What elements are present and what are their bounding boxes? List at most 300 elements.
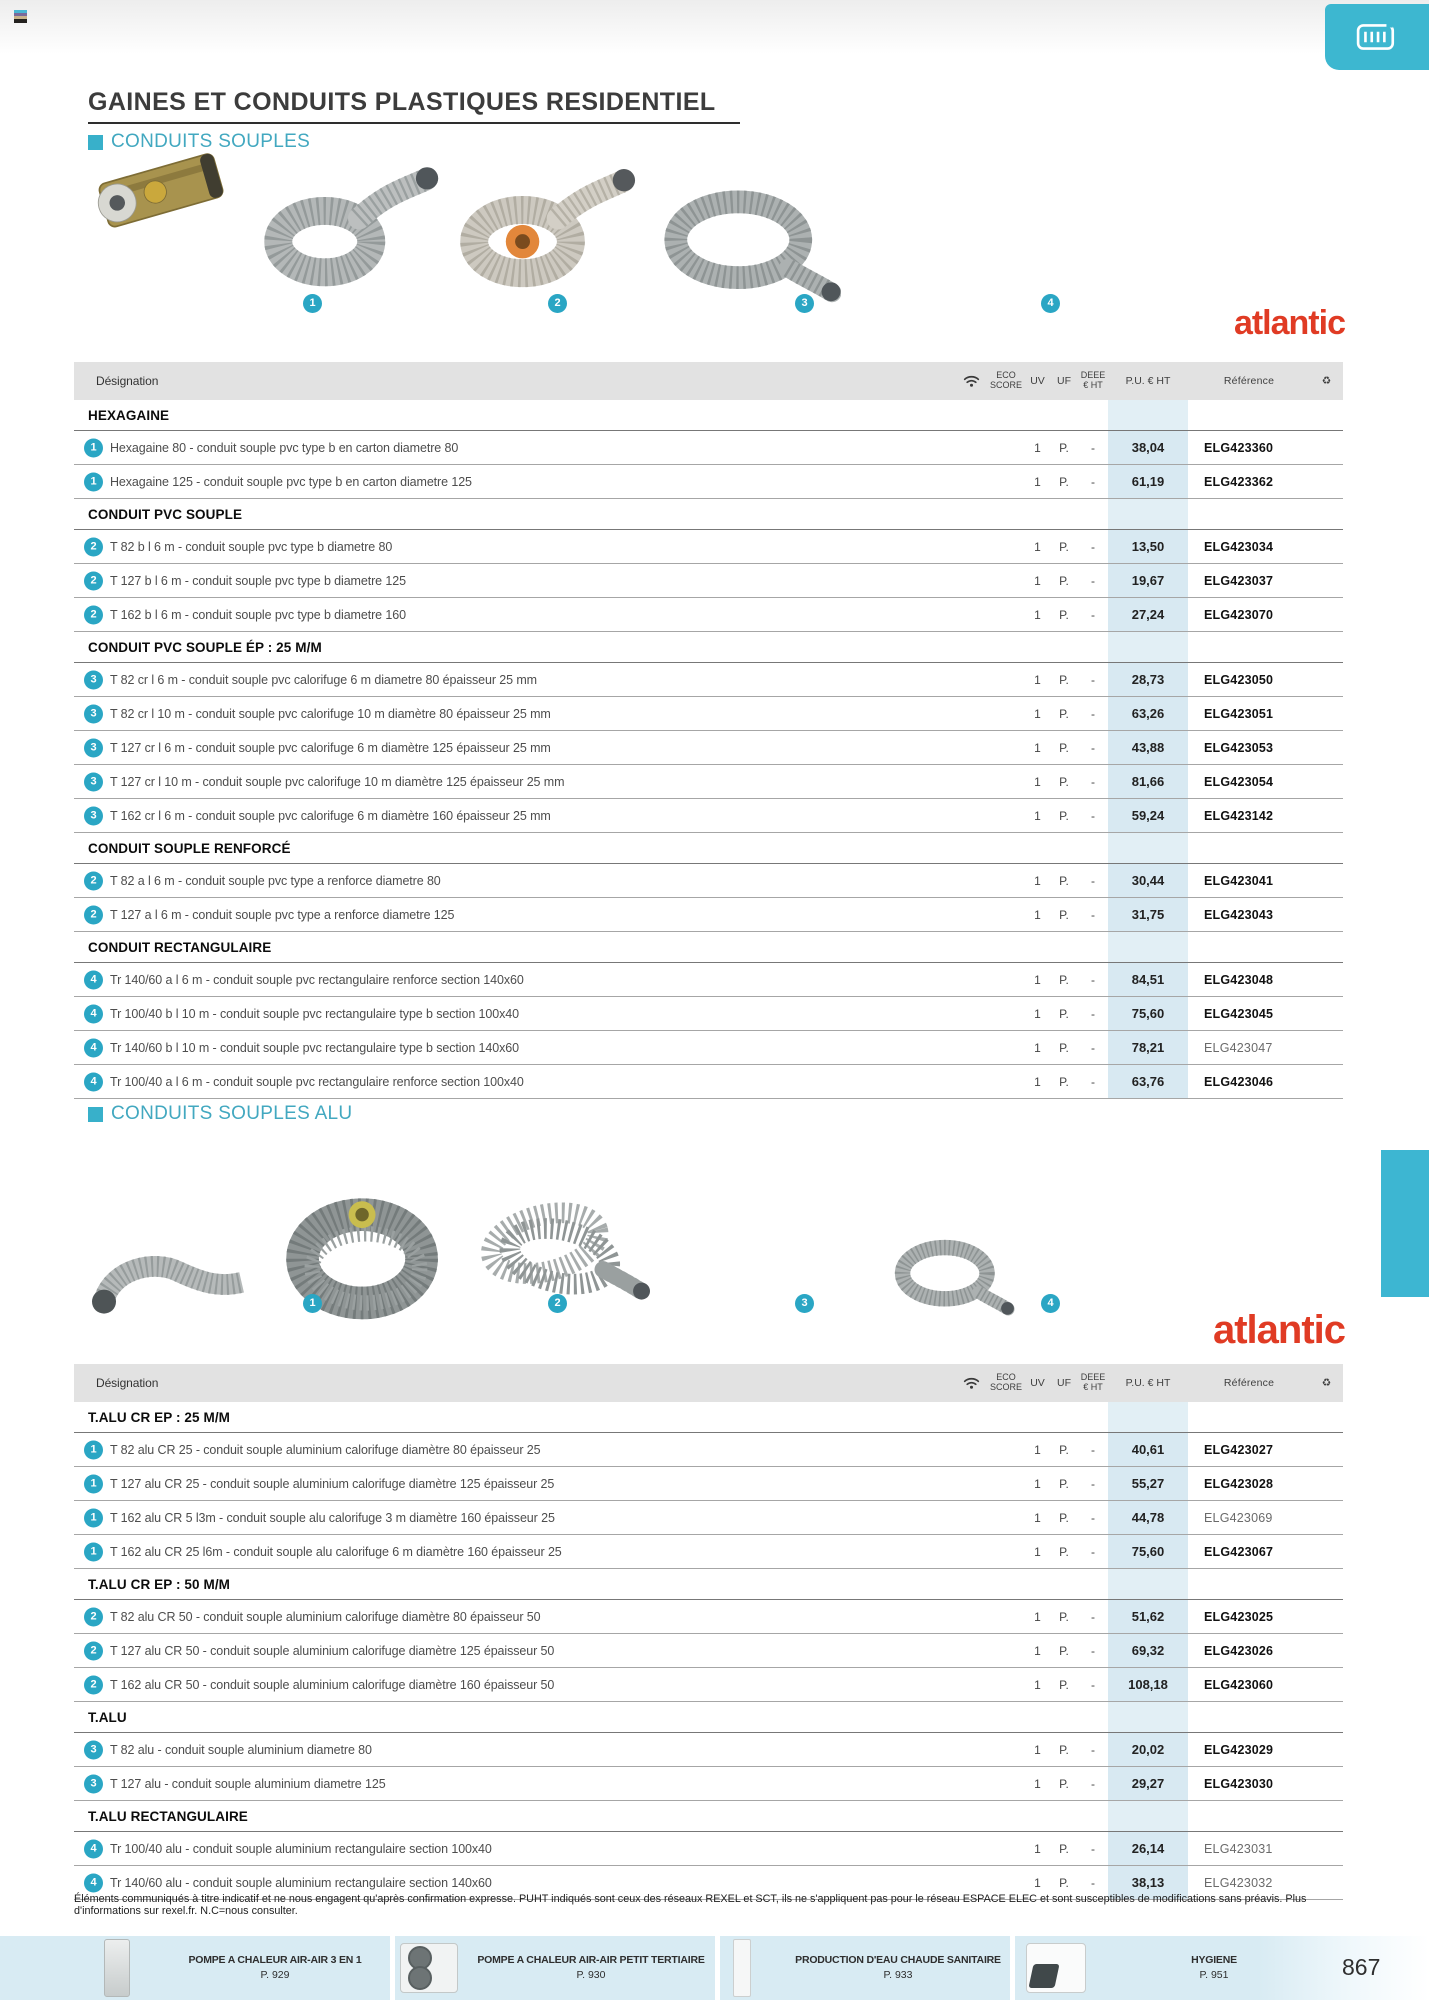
cell-eco [987, 564, 1025, 597]
cell-uv: 1 [1034, 1476, 1041, 1491]
cell-price: 61,19 [1108, 465, 1188, 498]
cell-eco [987, 833, 1025, 863]
cell-wifi [955, 864, 987, 897]
cell-uf [1050, 400, 1078, 430]
product-photo-duct-loop [645, 164, 841, 306]
cell-uf: P. [1059, 1776, 1069, 1791]
cell-rec [1310, 400, 1343, 430]
cell-reference: ELG423060 [1204, 1677, 1274, 1692]
cell-deee: - [1091, 1074, 1095, 1089]
cell-wifi [955, 400, 987, 430]
category-label: HEXAGAINE [88, 407, 170, 423]
image-number-badge: 2 [548, 294, 567, 313]
cell-pu [1108, 932, 1188, 962]
top-gradient-band [0, 0, 1429, 54]
cell-deee [1078, 1569, 1108, 1599]
cell-reference: ELG423050 [1204, 672, 1274, 687]
products-table-2 [74, 1364, 1343, 1900]
cell-price: 29,27 [1108, 1767, 1188, 1800]
cell-ref [1188, 833, 1310, 863]
cell-eco [987, 1702, 1025, 1732]
cell-deee [1078, 932, 1108, 962]
cell-price: 69,32 [1108, 1634, 1188, 1667]
cell-uf: P. [1059, 1742, 1069, 1757]
cell-pu [1108, 1702, 1188, 1732]
cell-price: 59,24 [1108, 799, 1188, 832]
category-label: T.ALU RECTANGULAIRE [88, 1808, 248, 1824]
cell-uv: 1 [1034, 607, 1041, 622]
cell-deee: - [1091, 1643, 1095, 1658]
cell-uv: 1 [1034, 1677, 1041, 1692]
cell-price: 13,50 [1108, 530, 1188, 563]
cell-deee: - [1091, 1544, 1095, 1559]
cell-wifi [955, 1569, 987, 1599]
cell-eco [987, 1501, 1025, 1534]
cell-uf: P. [1059, 972, 1069, 987]
footer-product-image [733, 1939, 751, 1997]
cell-recycle [1310, 898, 1343, 931]
cell-recycle [1310, 799, 1343, 832]
cell-pu [1108, 400, 1188, 430]
item-number-badge: 3 [84, 806, 103, 825]
cell-uf: P. [1059, 440, 1069, 455]
cell-eco [987, 1402, 1025, 1432]
cell-wifi [955, 663, 987, 696]
cell-wifi [955, 932, 987, 962]
category-label: T.ALU CR EP : 25 M/M [88, 1409, 231, 1425]
cell-price: 75,60 [1108, 1535, 1188, 1568]
footer-divider [390, 1936, 395, 2000]
cell-recycle [1310, 1501, 1343, 1534]
cell-ref [1188, 499, 1310, 529]
cell-price: 28,73 [1108, 663, 1188, 696]
cell-rec [1310, 833, 1343, 863]
column-header-eco [987, 1364, 1025, 1402]
cell-deee [1078, 1402, 1108, 1432]
cell-wifi [955, 1832, 987, 1865]
cell-rec [1310, 1702, 1343, 1732]
image-number-badge: 3 [795, 1294, 814, 1313]
cell-deee [1078, 499, 1108, 529]
cell-uf: P. [1059, 1442, 1069, 1457]
cell-deee: - [1091, 774, 1095, 789]
product-designation: 1 T 82 alu CR 25 - conduit souple aluminium calorifuge diamètre 80 épaisseur 25 [74, 1433, 955, 1466]
cell-reference: ELG423032 [1204, 1875, 1273, 1890]
category-label: T.ALU [88, 1709, 127, 1725]
column-header-designation: Désignation [96, 1376, 159, 1390]
cell-eco [987, 632, 1025, 662]
cell-recycle [1310, 1433, 1343, 1466]
column-header-deee [1078, 362, 1108, 400]
table-product-row [74, 530, 1343, 564]
cell-uv [1025, 499, 1050, 529]
column-header-uf: UF [1057, 1377, 1071, 1389]
table-category-row [74, 400, 1343, 431]
cell-uv [1025, 1801, 1050, 1831]
column-header-pu: P.U. € HT [1125, 1377, 1171, 1389]
cell-uv [1025, 400, 1050, 430]
item-number-badge: 4 [84, 970, 103, 989]
cell-eco [987, 765, 1025, 798]
table-product-row [74, 1535, 1343, 1569]
cell-uf: P. [1059, 1643, 1069, 1658]
recycle-icon: ♻ [1321, 1377, 1332, 1389]
product-designation: 1 T 162 alu CR 5 l3m - conduit souple alu calorifuge 3 m diamètre 160 épaisseur 25 [74, 1501, 955, 1534]
cell-ref [1188, 400, 1310, 430]
brand-logo-atlantic: atlantic [1233, 304, 1345, 342]
cell-wifi [955, 1668, 987, 1701]
cell-uv: 1 [1034, 808, 1041, 823]
cell-uv: 1 [1034, 1609, 1041, 1624]
cell-deee: - [1091, 740, 1095, 755]
cell-recycle [1310, 598, 1343, 631]
footer-item[interactable] [104, 1936, 400, 2000]
cell-rec [1310, 499, 1343, 529]
cell-rec [1310, 932, 1343, 962]
item-number-badge: 4 [84, 1839, 103, 1858]
item-number-badge: 3 [84, 670, 103, 689]
product-photo-alu-duct-elbow [72, 1212, 264, 1332]
brand-logo-atlantic: atlantic [1212, 1308, 1345, 1352]
cell-reference: ELG423142 [1204, 808, 1274, 823]
cell-reference: ELG423046 [1204, 1074, 1274, 1089]
cell-uf [1050, 499, 1078, 529]
product-designation: 3 T 127 alu - conduit souple aluminium diametre 125 [74, 1767, 955, 1800]
cell-eco [987, 731, 1025, 764]
cell-wifi [955, 1065, 987, 1098]
footer-divider [1010, 1936, 1015, 2000]
cell-reference: ELG423053 [1204, 740, 1274, 755]
cell-uv: 1 [1034, 573, 1041, 588]
table-product-row [74, 697, 1343, 731]
product-designation: 2 T 127 b l 6 m - conduit souple pvc type b diametre 125 [74, 564, 955, 597]
cell-price: 38,13 [1108, 1866, 1188, 1899]
cell-eco [987, 400, 1025, 430]
item-number-badge: 4 [84, 1873, 103, 1892]
table-category-row [74, 632, 1343, 663]
table-category-row [74, 499, 1343, 530]
cell-recycle [1310, 530, 1343, 563]
cell-wifi [955, 499, 987, 529]
table-category-row [74, 1801, 1343, 1832]
cell-deee: - [1091, 672, 1095, 687]
table-product-row [74, 898, 1343, 932]
cell-uf: P. [1059, 1476, 1069, 1491]
product-photo-alu-duct-big-coil [268, 1178, 460, 1330]
footer-item[interactable] [733, 1936, 1023, 2000]
cell-eco [987, 1433, 1025, 1466]
cell-deee: - [1091, 1776, 1095, 1791]
cell-wifi [955, 598, 987, 631]
product-designation: 3 T 127 cr l 6 m - conduit souple pvc calorifuge 6 m diamètre 125 épaisseur 25 mm [74, 731, 955, 764]
cell-uf [1050, 1569, 1078, 1599]
table-product-row [74, 997, 1343, 1031]
product-designation: 3 T 127 cr l 10 m - conduit souple pvc calorifuge 10 m diamètre 125 épaisseur 25 mm [74, 765, 955, 798]
table-category-row [74, 833, 1343, 864]
image-number-badge: 2 [548, 1294, 567, 1313]
cell-wifi [955, 697, 987, 730]
table-product-row [74, 1501, 1343, 1535]
cell-uf: P. [1059, 1609, 1069, 1624]
cell-deee: - [1091, 1006, 1095, 1021]
footer-item-title: HYGIENE [1191, 1954, 1237, 1967]
cell-recycle [1310, 1600, 1343, 1633]
cell-eco [987, 1600, 1025, 1633]
footer-product-image [104, 1939, 130, 1997]
table-product-row [74, 663, 1343, 697]
cell-eco [987, 963, 1025, 996]
table-header-row [74, 1364, 1343, 1402]
cell-ref [1188, 1702, 1310, 1732]
cell-uf [1050, 632, 1078, 662]
footer-bar [0, 1936, 1429, 2000]
item-number-badge: 3 [84, 1740, 103, 1759]
cell-uv [1025, 632, 1050, 662]
table-product-row [74, 731, 1343, 765]
cell-deee: - [1091, 573, 1095, 588]
cell-wifi [955, 1801, 987, 1831]
product-designation: 2 T 162 alu CR 50 - conduit souple aluminium calorifuge diamètre 160 épaisseur 50 [74, 1668, 955, 1701]
cell-uv: 1 [1034, 1841, 1041, 1856]
column-header-ref: Référence [1223, 1377, 1275, 1389]
table-product-row [74, 465, 1343, 499]
page-number: 867 [1342, 1954, 1381, 1980]
cell-eco [987, 864, 1025, 897]
recycle-icon: ♻ [1321, 375, 1332, 387]
item-number-badge: 2 [84, 537, 103, 556]
cell-eco [987, 1733, 1025, 1766]
table-category-row [74, 932, 1343, 963]
table-product-row [74, 864, 1343, 898]
footer-item-label [773, 1953, 1023, 1982]
product-designation: 2 T 162 b l 6 m - conduit souple pvc type b diametre 160 [74, 598, 955, 631]
cell-uf: P. [1059, 607, 1069, 622]
cell-uv: 1 [1034, 1006, 1041, 1021]
item-number-badge: 2 [84, 1641, 103, 1660]
column-header-deee [1078, 1364, 1108, 1402]
color-stripes-icon [14, 10, 27, 23]
footer-item-page: P. 951 [1199, 1969, 1229, 1981]
cell-uf: P. [1059, 573, 1069, 588]
cell-wifi [955, 465, 987, 498]
cell-reference: ELG423048 [1204, 972, 1274, 987]
cell-wifi [955, 898, 987, 931]
footer-item-page: P. 933 [883, 1969, 913, 1981]
table-product-row [74, 1031, 1343, 1065]
image-number-badge: 4 [1041, 1294, 1060, 1313]
cell-price: 51,62 [1108, 1600, 1188, 1633]
cell-wifi [955, 1702, 987, 1732]
cell-recycle [1310, 1467, 1343, 1500]
cell-pu [1108, 1569, 1188, 1599]
footer-item-page: P. 930 [576, 1969, 606, 1981]
footer-item-label [466, 1953, 716, 1982]
product-designation: 2 T 127 a l 6 m - conduit souple pvc type a renforce diametre 125 [74, 898, 955, 931]
cell-wifi [955, 1501, 987, 1534]
table-product-row [74, 431, 1343, 465]
table-product-row [74, 1433, 1343, 1467]
cell-uf: P. [1059, 808, 1069, 823]
catalog-tab-button[interactable] [1325, 4, 1429, 70]
item-number-badge: 1 [84, 1440, 103, 1459]
cell-uf: P. [1059, 672, 1069, 687]
disclaimer-text: Éléments communiqués à titre indicatif et ne nous engagent qu'après confirmation expresse. PUHT indiqués sont ceux des réseaux REXEL et SCT, ils ne s'appliquent pas pour le réseau ESPACE ELEC et sont susceptibles de modifications sans préavis. Plus d'informations sur rexel.fr. N.C=nous consulter. [74, 1893, 1307, 1917]
cell-recycle [1310, 465, 1343, 498]
cell-uv [1025, 932, 1050, 962]
cell-eco [987, 1467, 1025, 1500]
cell-wifi [955, 765, 987, 798]
cell-reference: ELG423029 [1204, 1742, 1274, 1757]
cell-uf: P. [1059, 1544, 1069, 1559]
column-header-label: DEEE € HT [1080, 1372, 1106, 1392]
cell-reference: ELG423067 [1204, 1544, 1274, 1559]
wifi-icon [963, 374, 980, 388]
product-designation: 2 T 82 alu CR 50 - conduit souple aluminium calorifuge diamètre 80 épaisseur 50 [74, 1600, 955, 1633]
cell-uv: 1 [1034, 539, 1041, 554]
page-edge-tab [1381, 1150, 1429, 1297]
cell-price: 63,76 [1108, 1065, 1188, 1098]
cell-wifi [955, 431, 987, 464]
cell-price: 38,04 [1108, 431, 1188, 464]
cell-wifi [955, 1433, 987, 1466]
cell-reference: ELG423031 [1204, 1841, 1273, 1856]
cell-reference: ELG423360 [1204, 440, 1274, 455]
cell-price: 40,61 [1108, 1433, 1188, 1466]
table-product-row [74, 564, 1343, 598]
cell-recycle [1310, 1668, 1343, 1701]
cell-ref [1188, 1801, 1310, 1831]
product-designation: 3 T 162 cr l 6 m - conduit souple pvc calorifuge 6 m diamètre 160 épaisseur 25 mm [74, 799, 955, 832]
cell-deee: - [1091, 1442, 1095, 1457]
column-header-label: ECO SCORE [989, 1372, 1022, 1392]
section-heading-conduits-souples-alu [88, 1103, 352, 1125]
cell-deee: - [1091, 1677, 1095, 1692]
cell-deee: - [1091, 1510, 1095, 1525]
cell-eco [987, 932, 1025, 962]
cell-uv: 1 [1034, 774, 1041, 789]
table-product-row [74, 1634, 1343, 1668]
cell-uf: P. [1059, 539, 1069, 554]
cell-deee: - [1091, 808, 1095, 823]
cell-deee: - [1091, 539, 1095, 554]
item-number-badge: 1 [84, 438, 103, 457]
table-category-row [74, 1569, 1343, 1600]
cell-uv [1025, 1402, 1050, 1432]
product-photo-insulated-duct-coil [450, 148, 636, 298]
item-number-badge: 3 [84, 772, 103, 791]
cell-price: 63,26 [1108, 697, 1188, 730]
item-number-badge: 4 [84, 1072, 103, 1091]
footer-item[interactable] [400, 1936, 716, 2000]
cell-pu [1108, 632, 1188, 662]
cell-wifi [955, 963, 987, 996]
cell-eco [987, 465, 1025, 498]
cell-eco [987, 431, 1025, 464]
cell-uv: 1 [1034, 1875, 1041, 1890]
cell-wifi [955, 799, 987, 832]
cell-eco [987, 663, 1025, 696]
column-header-uv: UV [1030, 375, 1045, 387]
cell-recycle [1310, 731, 1343, 764]
footer-item[interactable] [1026, 1936, 1334, 2000]
cell-deee [1078, 1801, 1108, 1831]
cell-uv [1025, 1702, 1050, 1732]
cell-reference: ELG423027 [1204, 1442, 1274, 1457]
products-table-1 [74, 362, 1343, 1099]
cell-reference: ELG423051 [1204, 706, 1274, 721]
category-label: T.ALU CR EP : 50 M/M [88, 1576, 231, 1592]
product-designation: 4 Tr 100/40 b l 10 m - conduit souple pvc rectangulaire type b section 100x40 [74, 997, 955, 1030]
product-designation: 3 T 82 cr l 10 m - conduit souple pvc calorifuge 10 m diamètre 80 épaisseur 25 mm [74, 697, 955, 730]
cell-reference: ELG423030 [1204, 1776, 1274, 1791]
cell-price: 78,21 [1108, 1031, 1188, 1064]
item-number-badge: 4 [84, 1004, 103, 1023]
page-title: GAINES ET CONDUITS PLASTIQUES RESIDENTIEL [88, 88, 716, 116]
cell-deee [1078, 400, 1108, 430]
cell-recycle [1310, 1065, 1343, 1098]
cell-price: 43,88 [1108, 731, 1188, 764]
cell-deee: - [1091, 1875, 1095, 1890]
item-number-badge: 3 [84, 704, 103, 723]
cell-eco [987, 1535, 1025, 1568]
cell-wifi [955, 1031, 987, 1064]
cell-uv: 1 [1034, 706, 1041, 721]
cell-uv: 1 [1034, 474, 1041, 489]
cell-uv: 1 [1034, 1074, 1041, 1089]
cell-uf: P. [1059, 1074, 1069, 1089]
cell-eco [987, 1569, 1025, 1599]
cell-price: 19,67 [1108, 564, 1188, 597]
cell-reference: ELG423069 [1204, 1510, 1273, 1525]
cell-wifi [955, 1402, 987, 1432]
product-designation: 1 T 127 alu CR 25 - conduit souple aluminium calorifuge diamètre 125 épaisseur 25 [74, 1467, 955, 1500]
cell-ref [1188, 1402, 1310, 1432]
cell-uf [1050, 1702, 1078, 1732]
footer-item-title: POMPE A CHALEUR AIR-AIR PETIT TERTIAIRE [477, 1954, 705, 1967]
product-designation: 4 Tr 100/40 alu - conduit souple aluminium rectangulaire section 100x40 [74, 1832, 955, 1865]
cell-deee: - [1091, 972, 1095, 987]
cell-uv: 1 [1034, 1442, 1041, 1457]
footer-product-image [400, 1943, 458, 1993]
cell-uv [1025, 1569, 1050, 1599]
cell-uf: P. [1059, 740, 1069, 755]
column-header-uf: UF [1057, 375, 1071, 387]
item-number-badge: 2 [84, 1607, 103, 1626]
category-label: CONDUIT PVC SOUPLE [88, 506, 243, 522]
footer-item-label [1094, 1953, 1334, 1982]
table-product-row [74, 1832, 1343, 1866]
item-number-badge: 3 [84, 1774, 103, 1793]
cell-ref [1188, 932, 1310, 962]
product-designation: 3 T 82 cr l 6 m - conduit souple pvc calorifuge 6 m diametre 80 épaisseur 25 mm [74, 663, 955, 696]
cell-recycle [1310, 1031, 1343, 1064]
cell-recycle [1310, 564, 1343, 597]
cell-recycle [1310, 765, 1343, 798]
cell-deee [1078, 1702, 1108, 1732]
cell-eco [987, 898, 1025, 931]
item-number-badge: 2 [84, 571, 103, 590]
table-product-row [74, 1668, 1343, 1702]
cell-wifi [955, 1733, 987, 1766]
cell-uf: P. [1059, 474, 1069, 489]
cell-eco [987, 697, 1025, 730]
cell-uv: 1 [1034, 1544, 1041, 1559]
product-designation: 4 Tr 140/60 a l 6 m - conduit souple pvc rectangulaire renforce section 140x60 [74, 963, 955, 996]
item-number-badge: 1 [84, 1542, 103, 1561]
cell-uv: 1 [1034, 907, 1041, 922]
product-designation: 1 Hexagaine 125 - conduit souple pvc type b en carton diametre 125 [74, 465, 955, 498]
cell-eco [987, 1832, 1025, 1865]
